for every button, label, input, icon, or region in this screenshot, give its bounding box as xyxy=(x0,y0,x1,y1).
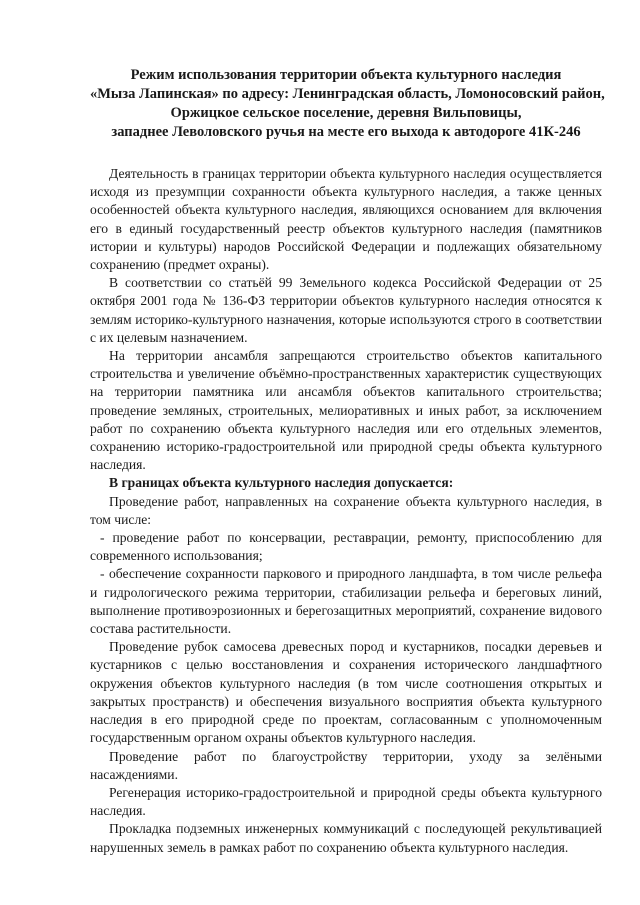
section-heading-permitted: В границах объекта культурного наследия допускается: xyxy=(109,475,454,491)
paragraph-regeneration: Регенерация историко-градостроительной и природной среды объекта культурного наследия. xyxy=(90,784,602,819)
document-page xyxy=(90,66,605,857)
title-line: Режим использования территории объекта культурного наследия xyxy=(130,67,562,83)
paragraph-presumption: Деятельность в границах территории объекта культурного наследия осуществляется исходя из презумпции сохранности объекта культурного наследия, а также ценных особенностей объекта культурного наследия, являющихся основанием для включения его в единый государственный реестр объектов культурного наследия (памятников истории и культуры) народов Российской Федерации и подлежащих обязательному сохранению (предмет охраны). xyxy=(90,166,602,273)
paragraph-utilities: Прокладка подземных инженерных коммуникаций с последующей рекультивацией нарушенных земель в рамках работ по сохранению объекта культурного наследия. xyxy=(90,821,602,855)
paragraph-prohibitions: На территории ансамбля запрещаются строительство объектов капитального строительства и увеличение объёмно-пространственных характеристик существующих на территории памятника или ансамбля объектов капитального строительства; проведение земляных, строительных, мелиоративных и иных работ, за исключением работ по сохранению объекта культурного наследия или его отдельных элементов, сохранению историко-градостроительной или природной среды объекта культурного наследия. xyxy=(90,348,602,473)
paragraph-land-code: В соответствии со статьёй 99 Земельного кодекса Российской Федерации от 25 октября 2001 года № 136-ФЗ территории объектов культурного наследия относятся к землям историко-культурного назначения, которые используются строго в соответствии с их целевым назначением. xyxy=(90,275,602,345)
paragraph-tree-felling: Проведение рубок самосева древесных пород и кустарников, посадки деревьев и кустарников с целью восстановления и сохранения исторического ландшафтного окружения объектов культурного наследия (в том числе соотношения открытых и закрытых пространств) и обеспечения визуального восприятия объекта культурного наследия в его природной среде по проектам, согласованным с уполномоченным государственным органом охраны объектов культурного наследия. xyxy=(90,639,602,746)
title-line: западнее Леволовского ручья на месте его выхода к автодороге 41К-246 xyxy=(111,124,581,140)
document-title xyxy=(90,66,605,142)
title-line: «Мыза Лапинская» по адресу: Ленинградская область, Ломоносовский район, xyxy=(90,86,605,102)
list-item-landscape: - обеспечение сохранности паркового и природного ландшафта, в том числе рельефа и гидрологического режима территории, стабилизации рельефа и береговых линий, выполнение противоэрозионных и берегозащитных мероприятий, сохранение видового состава растительности. xyxy=(90,566,602,637)
list-item-restoration: - проведение работ по консервации, реставрации, ремонту, приспособлению для современного использования; xyxy=(90,530,602,564)
title-line: Оржицкое сельское поселение, деревня Вильповицы, xyxy=(170,105,522,121)
paragraph-preservation-works: Проведение работ, направленных на сохранение объекта культурного наследия, в том числе: xyxy=(90,493,602,527)
paragraph-landscaping: Проведение работ по благоустройству территории, уходу за зелёными насаждениями. xyxy=(90,748,602,782)
